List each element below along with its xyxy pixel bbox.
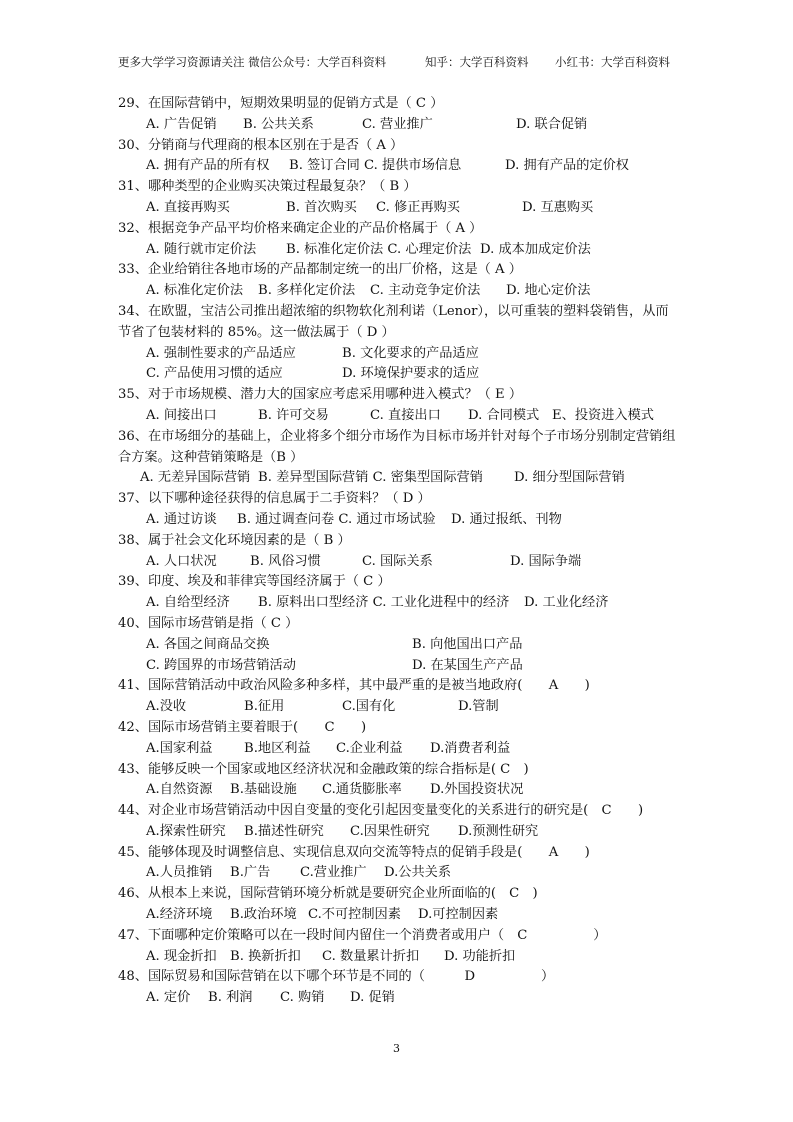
option: A. 直接再购买 (146, 199, 230, 215)
option: A. 人口状况 (146, 553, 217, 569)
option: C. 购销 (280, 990, 325, 1006)
question-29: 29、在国际营销中，短期效果明显的促销方式是（ C ） (118, 96, 444, 111)
question-37: 37、以下哪种途径获得的信息属于二手资料？（ D ） (118, 491, 431, 507)
question-36: 36、在市场细分的基础上，企业将多个细分市场作为目标市场并针对每个子市场分别制定营销组合方案。这种营销策略是（B ） (118, 428, 676, 465)
options-41 (146, 697, 678, 718)
option: A. 标准化定价法 (146, 283, 244, 299)
option: B. 多样化定价法 (258, 283, 356, 299)
option: C.营业推广 (300, 865, 367, 881)
option: C.不可控制因素 (308, 907, 401, 923)
option: D. 细分型国际营销 (514, 470, 625, 486)
options-39 (146, 593, 678, 614)
option: C. 修正再购买 (376, 199, 460, 215)
option: C.国有化 (342, 699, 396, 715)
option: A.自然资源 (146, 782, 213, 798)
option: A. 间接出口 (146, 407, 217, 423)
option: C. 主动竞争定价法 (370, 283, 481, 299)
option: A. 无差异国际营销 (140, 470, 251, 486)
option: B.政治环境 (230, 907, 297, 923)
header-zhihu: 知乎：大学百科资料 (425, 55, 529, 69)
options-31 (146, 198, 678, 219)
option: D. 在某国生产产品 (412, 657, 523, 673)
option: D. 功能折扣 (444, 948, 516, 964)
option: A. 强制性要求的产品适应 (146, 345, 296, 361)
option: A. 定价 (146, 990, 191, 1006)
options-42 (146, 739, 678, 760)
option: B. 向他国出口产品 (412, 636, 523, 652)
option: A. 自给型经济 (146, 595, 230, 611)
option: D.预测性研究 (458, 823, 539, 839)
options-35 (146, 406, 678, 427)
question-42: 42、国际市场营销主要着眼于( C ) (118, 719, 367, 735)
option: B.广告 (230, 865, 271, 881)
option: C. 直接出口 (370, 407, 441, 423)
option: A. 随行就市定价法 (146, 241, 257, 257)
option: B. 通过调查问卷 C. 通过市场试验 (237, 511, 436, 527)
question-39: 39、印度、埃及和菲律宾等国经济属于（ C ） (118, 574, 391, 590)
option: C. 国际关系 (362, 553, 433, 569)
options-34 (146, 344, 678, 365)
options-36 (140, 468, 678, 489)
option: A.国家利益 (146, 740, 213, 756)
option: B. 利润 (208, 990, 253, 1006)
question-38: 38、属于社会文化环境因素的是（ B ） (118, 532, 351, 548)
option: A. 广告促销 (146, 116, 217, 132)
option: B. 签订合同 C. 提供市场信息 (289, 158, 462, 174)
option: A.经济环境 (146, 907, 213, 923)
option: D. 国际争端 (510, 553, 582, 569)
option: D. 合同模式 (468, 407, 540, 423)
option: C.因果性研究 (350, 823, 430, 839)
option: D.可控制因素 (418, 907, 499, 923)
options-47 (146, 947, 678, 968)
option: B.征用 (244, 699, 285, 715)
options-37 (146, 510, 678, 531)
option: C. 产品使用习惯的适应 (146, 366, 283, 382)
option: D. 促销 (350, 990, 395, 1006)
option: D.消费者利益 (430, 740, 511, 756)
option: B. 公共关系 (243, 116, 314, 132)
options-40-row2 (146, 656, 678, 677)
options-34-row2 (146, 364, 678, 385)
option: B. 差异型国际营销 C. 密集型国际营销 (258, 470, 483, 486)
option: C. 营业推广 (362, 116, 433, 132)
option: A.人员推销 (146, 865, 213, 881)
option: C. 数量累计折扣 (322, 948, 420, 964)
option: A. 拥有产品的所有权 (146, 158, 270, 174)
option: C.通货膨胀率 (322, 782, 402, 798)
question-43: 43、能够反映一个国家或地区经济状况和金融政策的综合指标是( C ) (118, 761, 529, 777)
options-46 (146, 905, 678, 926)
question-41: 41、国际营销活动中政治风险多种多样，其中最严重的是被当地政府( A ) (118, 678, 590, 694)
option: C. 跨国界的市场营销活动 (146, 657, 296, 673)
question-35: 35、对于市场规模、潜力大的国家应考虑采用哪种进入模式？（ E ） (118, 387, 523, 403)
option: D. 互惠购买 (522, 199, 594, 215)
question-48: 48、国际贸易和国际营销在以下哪个环节是不同的（ D ） (118, 969, 555, 985)
option: D. 联合促销 (516, 116, 588, 132)
options-44 (146, 822, 678, 843)
question-40: 40、国际市场营销是指（ C ） (118, 615, 299, 631)
question-34: 34、在欧盟，宝洁公司推出超浓缩的织物软化剂利诺（Lenor），以可重装的塑料袋销售，从而节省了包装材料的 85%。这一做法属于（ D ） (118, 303, 669, 340)
options-29 (146, 115, 678, 136)
page-number: 3 (393, 1042, 400, 1055)
option: D. 地心定价法 (506, 283, 591, 299)
option: A. 各国之间商品交换 (146, 636, 270, 652)
options-40 (146, 635, 678, 656)
page-header (118, 53, 673, 71)
options-43 (146, 780, 678, 801)
header-xiaohongshu: 小红书：大学百科资料 (555, 55, 670, 69)
option: B. 首次购买 (286, 199, 357, 215)
option: D. 拥有产品的定价权 (505, 158, 629, 174)
question-30: 30、分销商与代理商的根本区别在于是否（ A ） (118, 137, 404, 153)
question-32: 32、根据竞争产品平均价格来确定企业的产品价格属于（ A ） (118, 220, 483, 236)
question-47: 47、下面哪种定价策略可以在一段时间内留住一个消费者或用户（ C ） (118, 927, 607, 943)
option: E、投资进入模式 (552, 407, 654, 423)
option: B. 原料出口型经济 C. 工业化进程中的经济 (258, 595, 510, 611)
option: D.公共关系 (384, 865, 452, 881)
question-45: 45、能够体现及时调整信息、实现信息双向交流等特点的促销手段是( A ) (118, 844, 590, 860)
option: B.地区利益 (244, 740, 311, 756)
option: C.企业利益 (336, 740, 403, 756)
option: B. 文化要求的产品适应 (342, 345, 479, 361)
options-45 (146, 863, 678, 884)
options-30 (146, 156, 678, 177)
option: B.基础设施 (230, 782, 297, 798)
option: D. 环境保护要求的适应 (342, 366, 480, 382)
question-44: 44、对企业市场营销活动中因自变量的变化引起因变量变化的关系进行的研究是( C ) (118, 803, 644, 819)
option: B.描述性研究 (244, 823, 324, 839)
question-33: 33、企业给销往各地市场的产品都制定统一的出厂价格，这是（ A ） (118, 262, 522, 278)
options-38 (146, 552, 678, 573)
option: A. 现金折扣 (146, 948, 217, 964)
options-32 (146, 240, 678, 261)
options-48 (146, 988, 678, 1009)
header-wechat-notice: 更多大学学习资源请关注 微信公众号：大学百科资料 (118, 55, 387, 69)
question-list (118, 94, 678, 1009)
question-31: 31、哪种类型的企业购买决策过程最复杂？（ B ） (118, 179, 417, 195)
option: A.探索性研究 (146, 823, 226, 839)
option: D. 通过报纸、刊物 (451, 511, 562, 527)
option: D. 工业化经济 (524, 595, 609, 611)
option: B. 许可交易 (258, 407, 329, 423)
option: D. 成本加成定价法 (480, 241, 591, 257)
options-33 (146, 281, 678, 302)
question-46: 46、从根本上来说，国际营销环境分析就是要研究企业所面临的( C ) (118, 886, 538, 902)
option: B. 换新折扣 (230, 948, 301, 964)
option: A.没收 (146, 699, 187, 715)
option: B. 标准化定价法 C. 心理定价法 (286, 241, 472, 257)
option: D.管制 (458, 699, 499, 715)
option: B. 风俗习惯 (250, 553, 321, 569)
option: A. 通过访谈 (146, 511, 217, 527)
option: D.外国投资状况 (430, 782, 524, 798)
